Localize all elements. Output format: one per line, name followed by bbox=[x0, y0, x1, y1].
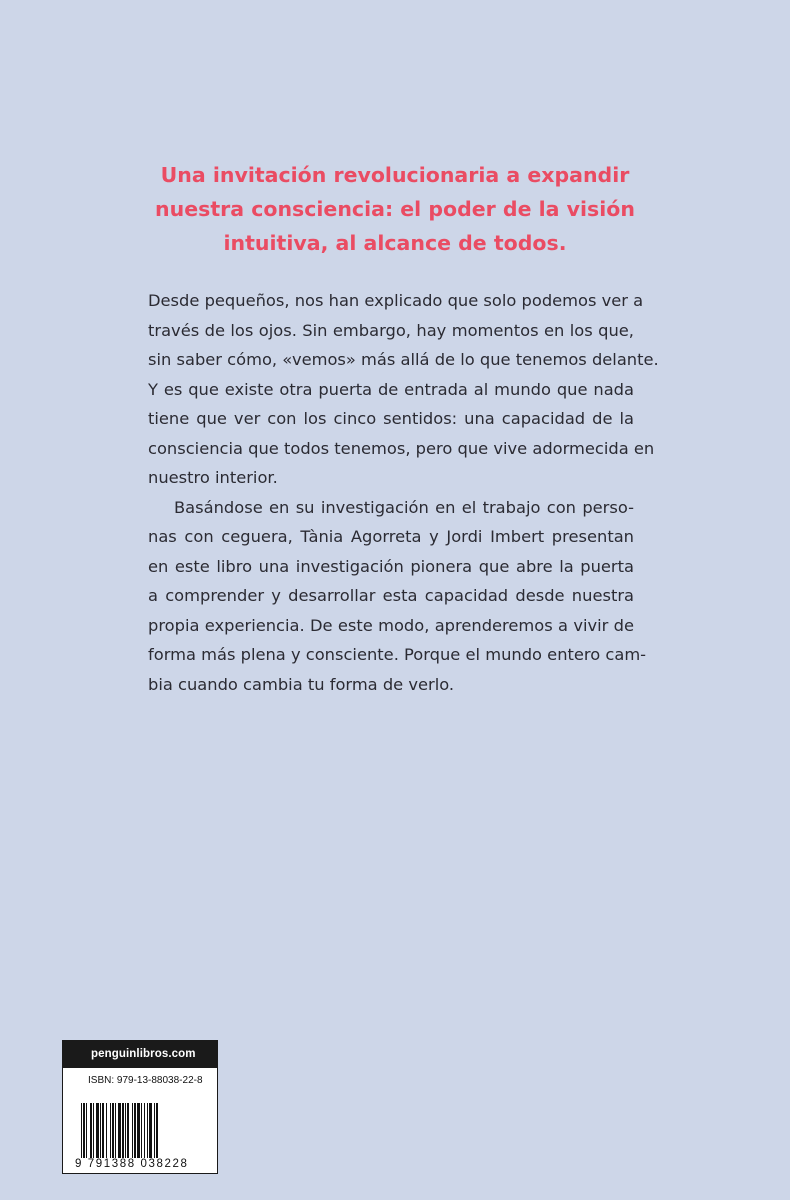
text-line: sin saber cómo, «vemos» más allá de lo que tenemos delante. bbox=[148, 350, 659, 369]
text-line: en este libro una investigación pionera que abre la puerta bbox=[148, 556, 634, 576]
publisher-website: penguinlibros.com bbox=[63, 1041, 217, 1068]
text-line: nuestro interior. bbox=[148, 468, 278, 487]
text-line: a comprender y desarrollar esta capacidad desde nuestra bbox=[148, 586, 634, 605]
tagline-line: nuestra consciencia: el poder de la visión bbox=[155, 197, 635, 221]
text-line: forma más plena y consciente. Porque el mundo entero cam- bbox=[148, 645, 647, 664]
barcode-digits: 9 791388 038228 bbox=[75, 1158, 189, 1170]
tagline-line: Una invitación revolucionaria a expandir bbox=[160, 163, 630, 187]
text-line: tiene que ver con los cinco sentidos: una capacidad de la bbox=[148, 409, 634, 428]
text-line: propia experiencia. De este modo, aprenderemos a vivir de bbox=[148, 615, 634, 635]
tagline-line: intuitiva, al alcance de todos. bbox=[223, 231, 567, 255]
paragraph-2 bbox=[148, 493, 647, 700]
paragraph-1 bbox=[148, 286, 659, 493]
synopsis bbox=[148, 286, 659, 699]
barcode-panel bbox=[62, 1040, 218, 1174]
text-line: Desde pequeños, nos han explicado que solo podemos ver a bbox=[148, 291, 644, 310]
text-line: Basándose en su investigación en el trabajo con perso- bbox=[174, 497, 634, 517]
text-line: través de los ojos. Sin embargo, hay momentos en los que, bbox=[148, 320, 634, 340]
text-line: nas con ceguera, Tània Agorreta y Jordi Imbert presentan bbox=[148, 527, 634, 546]
tagline bbox=[150, 158, 640, 260]
text-line: bia cuando cambia tu forma de verlo. bbox=[148, 674, 455, 694]
text-line: Y es que existe otra puerta de entrada al mundo que nada bbox=[148, 379, 634, 399]
isbn-label: ISBN: 979-13-88038-22-8 bbox=[88, 1075, 203, 1086]
text-line: consciencia que todos tenemos, pero que vive adormecida en bbox=[148, 438, 655, 458]
barcode-icon bbox=[81, 1103, 201, 1158]
